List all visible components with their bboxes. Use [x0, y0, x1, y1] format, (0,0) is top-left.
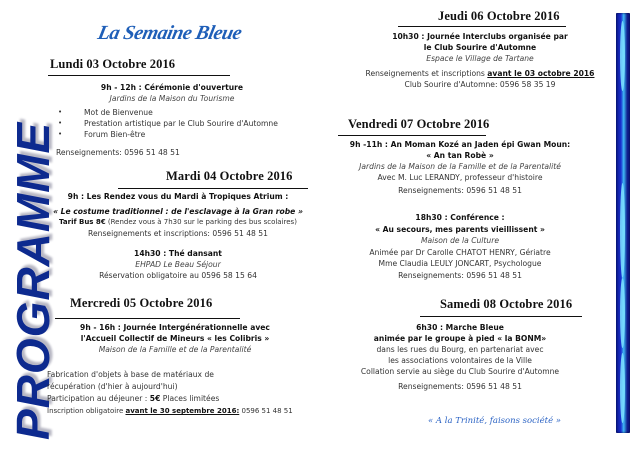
mercredi-details: [47, 369, 293, 417]
bar-highlight: [620, 21, 625, 91]
lundi-bullet-list: [58, 107, 278, 140]
day-heading-mardi: Mardi 04 Octobre 2016: [166, 169, 293, 183]
mercredi-event: [60, 322, 290, 355]
event-title: 14h30 : Thé dansant: [134, 249, 222, 258]
info-label: Renseignements et inscriptions: [365, 69, 488, 78]
event-title: 6h30 : Marche Bleue: [416, 323, 504, 332]
divider: [420, 316, 582, 317]
bar-highlight: [620, 353, 625, 423]
event-info: Réservation obligatoire au 0596 58 15 64: [99, 271, 257, 280]
programme-side-title: PROGRAMME: [7, 121, 59, 440]
event-host: Mme Claudia LEULY JONCART, Psychologue: [378, 259, 542, 269]
divider: [338, 135, 486, 136]
event-title-line-2: le Club Sourire d'Automne: [423, 43, 537, 52]
event-subtitle: « Au secours, mes parents vieillissent »: [375, 224, 545, 234]
event-title-line-1: 9h - 16h : Journée Intergénérationnelle avec: [80, 323, 270, 332]
registration-deadline: avant le 03 octobre 2016: [487, 69, 595, 78]
event-title-line-1: 10h30 : Journée Interclubs organisée par: [392, 32, 568, 41]
list-item: • Forum Bien-être: [58, 129, 278, 140]
event-title: 9h -11h : An Moman Kozé an Jaden épi Gwan Moun:: [349, 140, 571, 149]
vendredi-event-2: [330, 212, 590, 282]
jeudi-event: [350, 31, 610, 90]
event-place: Espace le Village de Tartane: [426, 54, 534, 63]
event-subtitle: « Le costume traditionnel : de l'esclavage à la Gran robe »: [53, 207, 303, 216]
event-title: 9h - 12h : Cérémonie d'ouverture: [100, 83, 244, 92]
samedi-event: [340, 322, 580, 392]
divider: [48, 75, 230, 76]
logo-text: La Semaine Bleue: [95, 22, 244, 44]
bus-note: (Rendez vous à 7h30 sur le parking des bus scolaires): [107, 218, 297, 226]
event-place: Maison de la Famille et de la Parentalité: [98, 345, 252, 354]
event-place: Jardins de la Maison de la Famille et de la Parentalité: [359, 162, 561, 171]
event-host: Animée par Dr Carolle CHATOT HENRY, Gériatre: [369, 247, 551, 257]
mardi-event-2: [48, 248, 308, 281]
registration-deadline: avant le 30 septembre 2016:: [125, 407, 240, 415]
list-item: • Prestation artistique par le Club Sourire d'Automne: [58, 118, 278, 129]
lunch-price: 5€: [149, 394, 161, 403]
list-item: • Mot de Bienvenue: [58, 107, 278, 118]
semaine-bleue-logo: [96, 22, 244, 45]
bus-price: Tarif Bus 8€: [59, 218, 106, 226]
detail-line: les associations volontaires de la Ville: [388, 356, 532, 365]
event-subtitle: « An tan Robè »: [426, 151, 494, 160]
event-place: EHPAD Le Beau Séjour: [135, 260, 221, 269]
day-heading-lundi: Lundi 03 Octobre 2016: [50, 57, 176, 71]
lundi-event: [72, 82, 272, 104]
event-title: 9h : Les Rendez vous du Mardi à Tropiques Atrium :: [67, 192, 289, 201]
places-note: Places limitées: [160, 394, 220, 403]
event-info: Renseignements et inscriptions: 0596 51 48 51: [88, 229, 268, 238]
event-info: Renseignements: 0596 51 48 51: [398, 270, 522, 280]
event-info: Renseignements: 0596 51 48 51: [398, 382, 522, 391]
mardi-event-1: [48, 191, 308, 239]
detail-line: Fabrication d'objets à base de matériaux de: [47, 370, 214, 379]
club-contact: Club Sourire d'Automne: 0596 58 35 19: [404, 80, 556, 89]
detail-line: Collation servie au siège du Club Sourire d'Automne: [360, 367, 560, 376]
registration-phone: 0596 51 48 51: [239, 407, 293, 415]
detail-line: récupération (d'hier à aujourd'hui): [47, 382, 178, 391]
day-heading-samedi: Samedi 08 Octobre 2016: [440, 297, 573, 311]
bar-highlight: [620, 183, 625, 278]
lundi-info: Renseignements: 0596 51 48 51: [56, 148, 180, 157]
event-place: Jardins de la Maison du Tourisme: [109, 94, 235, 103]
divider: [118, 188, 308, 189]
detail-line: dans les rues du Bourg, en partenariat avec: [376, 345, 544, 354]
event-title: 18h30 : Conférence :: [415, 213, 505, 222]
divider: [55, 318, 240, 319]
event-title-line-2: l'Accueil Collectif de Mineurs « les Colibris »: [80, 334, 270, 343]
event-subtitle: animée par le groupe à pied « la BONM»: [373, 334, 547, 343]
slogan: « A la Trinité, faisons société »: [428, 416, 562, 426]
day-heading-mercredi: Mercredi 05 Octobre 2016: [70, 296, 213, 310]
decorative-blue-bar: [616, 13, 630, 433]
divider: [398, 26, 566, 27]
vendredi-event-1: [330, 139, 590, 196]
event-place: Maison de la Culture: [420, 236, 500, 246]
event-host: Avec M. Luc LERANDY, professeur d'histoire: [377, 173, 543, 182]
event-info: Renseignements: 0596 51 48 51: [398, 186, 522, 195]
detail-line: Participation au déjeuner :: [47, 394, 150, 403]
day-heading-vendredi: Vendredi 07 Octobre 2016: [348, 117, 490, 131]
day-heading-jeudi: Jeudi 06 Octobre 2016: [438, 9, 560, 23]
registration-label: Inscription obligatoire: [47, 407, 126, 415]
bar-highlight: [620, 278, 625, 348]
